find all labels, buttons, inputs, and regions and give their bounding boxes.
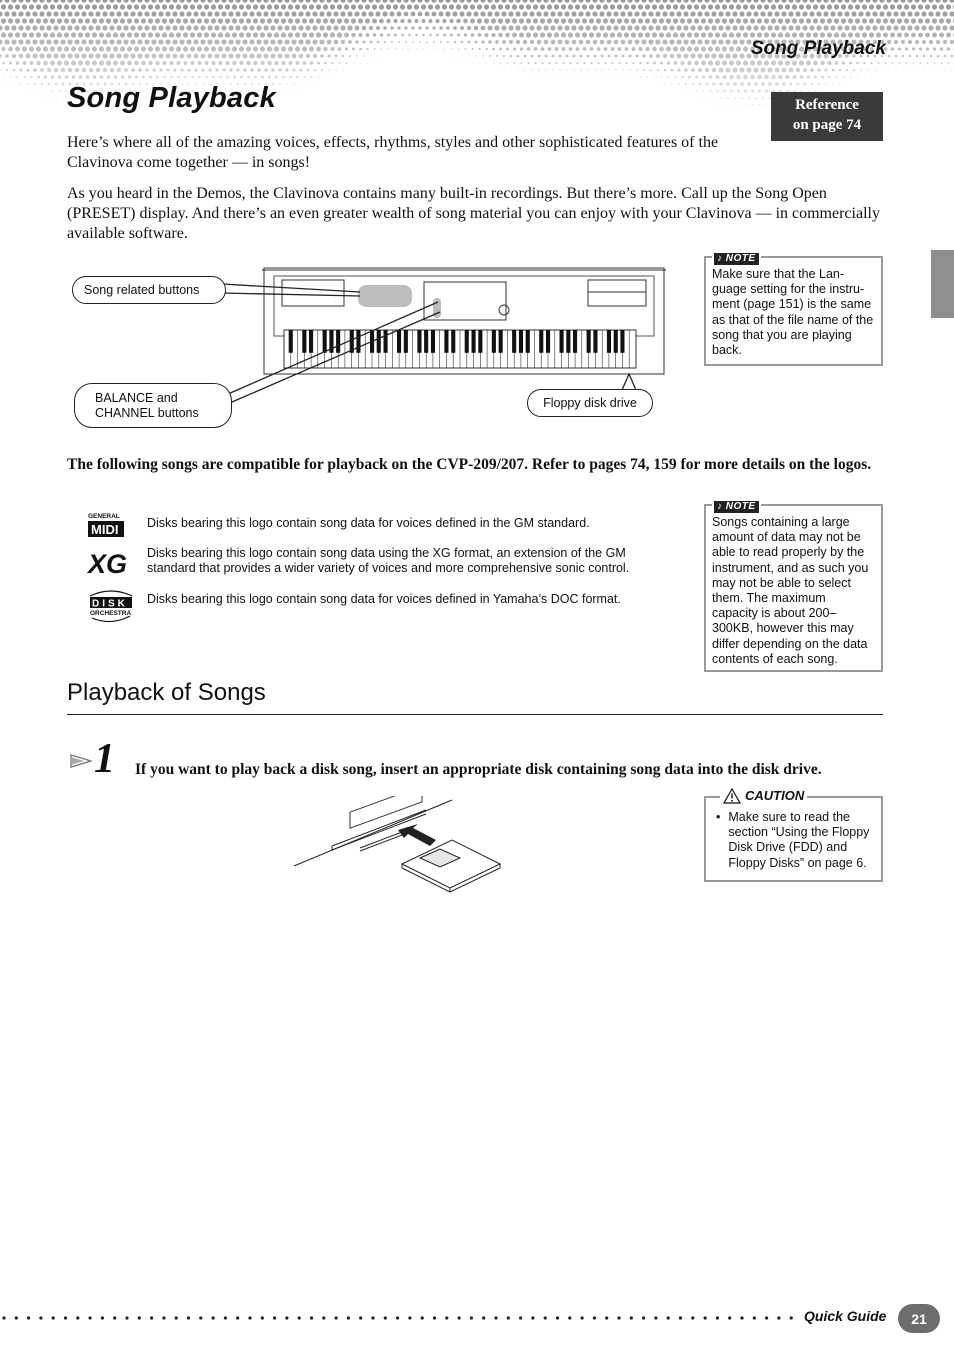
- logo-row-gm: [86, 507, 590, 543]
- section-rule: [67, 714, 883, 715]
- step-instruction: If you want to play back a disk song, insert an appropriate disk containing song data into the disk drive.: [135, 761, 822, 778]
- right-panel-section: [588, 280, 646, 306]
- intro-paragraph-2: As you heard in the Demos, the Clavinova contains many built-in recordings. But there’s more. Call up the Song Open (PRESET) display. And there’s an even greater wealth of song material you can enjoy with your Clavinova — in commercially available software.: [67, 185, 880, 242]
- running-head: Song Playback: [750, 38, 886, 59]
- xg-logo-icon: [86, 544, 138, 580]
- caution-tag: [720, 788, 807, 804]
- logo-description-doc: Disks bearing this logo contain song data for voices defined in Yamaha’s DOC format.: [147, 592, 621, 606]
- caution-label: CAUTION: [745, 788, 805, 804]
- floppy-insertion-illustration: [290, 796, 510, 896]
- gm-logo-top-text: GENERAL: [88, 513, 120, 520]
- reference-box: [771, 92, 883, 141]
- reference-line-2: on page 74: [792, 117, 862, 133]
- note-label: NOTE: [725, 501, 756, 512]
- page-number: 21: [898, 1304, 940, 1333]
- reference-line-1: Reference: [795, 97, 859, 113]
- logo-row-doc: [86, 588, 621, 624]
- caution-item: [712, 810, 875, 871]
- doc-logo-main-text: DISK: [92, 598, 128, 610]
- callout-balance-buttons: [74, 383, 232, 428]
- doc-logo-sub-text: ORCHESTRA: [90, 610, 132, 617]
- compatibility-statement: The following songs are compatible for playback on the CVP-209/207. Refer to pages 74, 159 for more details on the logos.: [67, 456, 872, 473]
- warning-triangle-icon: [723, 788, 741, 804]
- caution-text: Make sure to read the section “Using the Floppy Disk Drive (FDD) and Floppy Disks” on page 6.: [728, 810, 870, 870]
- intro-paragraph-1: Here’s where all of the amazing voices, effects, rhythms, styles and other sophisticated features of the Clavinova come together — in songs!: [67, 134, 719, 171]
- page-title: Song Playback: [67, 82, 276, 114]
- footer-dot-leader: [0, 1314, 800, 1322]
- note-music-icon: ♪: [717, 253, 723, 264]
- xg-logo-text: XG: [88, 549, 128, 577]
- callout-floppy-drive: Floppy disk drive: [527, 389, 653, 417]
- note-text: Songs containing a large amount of data may not be able to read properly by the instrument, and as such you may not be able to select them. The maximum capacity is about 200–300KB, however this may differ depending on the data contents of each song.: [712, 515, 869, 666]
- step-arrow-icon: [70, 752, 92, 770]
- logo-description-gm: Disks bearing this logo contain song data for voices defined in the GM standard.: [147, 516, 590, 530]
- note-music-icon: ♪: [717, 501, 723, 512]
- logo-description-xg: Disks bearing this logo contain song data using the XG format, an extension of the GM standard that provides a wider variety of voices and more comprehensive sonic control.: [147, 546, 630, 576]
- footer-label: Quick Guide: [804, 1308, 887, 1324]
- logo-row-xg: [86, 544, 630, 580]
- note-box-language: [704, 253, 883, 366]
- caution-bullet: •: [716, 810, 721, 824]
- floppy-disk: [402, 840, 500, 888]
- song-buttons-highlight: [358, 285, 412, 307]
- note-box-capacity: [704, 501, 883, 672]
- note-tag: [712, 498, 761, 512]
- section-title: Playback of Songs: [67, 679, 266, 706]
- callout-balance-line-1: BALANCE and: [95, 390, 178, 405]
- gm-logo-icon: [86, 507, 138, 543]
- note-label: NOTE: [725, 253, 756, 264]
- step-number: 1: [94, 736, 115, 782]
- keyboard-keys: [284, 330, 636, 368]
- gm-logo-main-text: MIDI: [91, 522, 119, 537]
- caution-box: [704, 788, 883, 882]
- note-text: Make sure that the Lan-guage setting for the instru-ment (page 151) is the same as that of the file name of the song that you are playing back.: [712, 267, 874, 358]
- left-panel-section: [282, 280, 344, 306]
- dial: [499, 305, 509, 315]
- side-thumb-tab: [931, 250, 954, 318]
- callout-balance-line-2: CHANNEL buttons: [95, 405, 199, 420]
- callout-song-buttons: Song related buttons: [72, 276, 226, 304]
- doc-logo-icon: [86, 588, 138, 624]
- insert-arrow-icon: [398, 824, 436, 846]
- note-tag: [712, 250, 761, 264]
